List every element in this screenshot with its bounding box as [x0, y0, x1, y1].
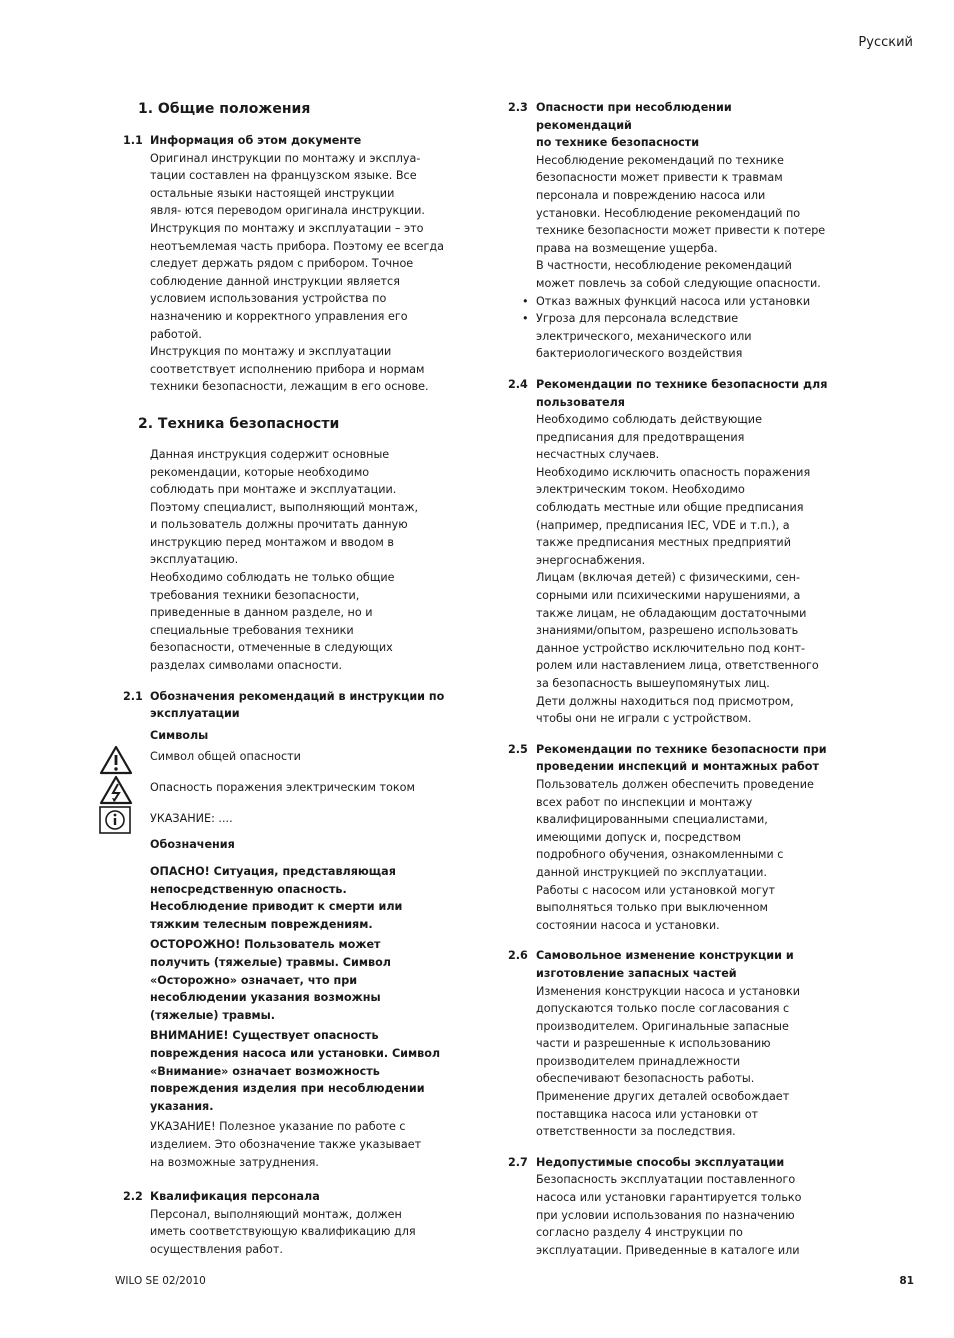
section-1-title: 1. Общие положения: [138, 101, 311, 117]
text-line: (например, предписания IEC, VDE и т.п.), а: [536, 518, 790, 532]
text-line: Применение других деталей освобождает: [536, 1090, 790, 1104]
text-line: Пользователь должен обеспечить проведение: [536, 777, 814, 791]
text-line: специальные требования техники: [150, 623, 354, 637]
text-line: предписания для предотвращения: [536, 430, 745, 444]
text-line: эксплуатации: [150, 707, 240, 721]
text-line: Необходимо соблюдать не только общие: [150, 571, 395, 585]
text-line: тации составлен на французском языке. Все: [150, 169, 417, 183]
page-number: 81: [899, 1275, 914, 1287]
warning-triangle-icon: [99, 745, 133, 777]
text-line: УКАЗАНИЕ! Полезное указание по работе с: [150, 1120, 406, 1134]
text-line: имеющими допуск и, посредством: [536, 830, 742, 844]
note-notice: [150, 1118, 450, 1171]
text-line: явля- ются переводом оригинала инструкции.: [150, 204, 425, 218]
text-line: Обозначения рекомендаций в инструкции по: [150, 689, 445, 703]
text-line: соответствует исполнению прибора и нормам: [150, 362, 425, 376]
text-line: соблюдение данной инструкции является: [150, 274, 400, 288]
text-line: повреждения изделия при несоблюдении: [150, 1082, 425, 1096]
text-line: Работы с насосом или установкой могут: [536, 883, 775, 897]
text-line: изделием. Это обозначение также указывает: [150, 1137, 422, 1151]
text-line: Безопасность эксплуатации поставленного: [536, 1173, 796, 1187]
text-line: «Внимание» означает возможность: [150, 1064, 380, 1078]
symbol-label: Символ общей опасности: [150, 750, 301, 764]
text-line: может повлечь за собой следующие опасности.: [536, 276, 821, 290]
text-line: поставщика насоса или установки от: [536, 1107, 759, 1121]
section-body: [536, 1171, 831, 1259]
section-heading: Квалификация персонала: [150, 1190, 320, 1204]
text-line: непосредственную опасность.: [150, 882, 347, 896]
text-line: соблюдать при монтаже и эксплуатации.: [150, 483, 397, 497]
text-line: Опасности при несоблюдении рекомендаций: [536, 101, 732, 132]
text-line: Данная инструкция содержит основные: [150, 447, 390, 461]
section-heading: [150, 688, 450, 723]
text-line: персонала и повреждению насоса или: [536, 188, 766, 202]
section-body: [536, 411, 831, 728]
section-2-4: [481, 376, 831, 728]
text-line: несчастных случаев.: [536, 448, 660, 462]
text-line: рекомендации, которые необходимо: [150, 465, 370, 479]
section-heading: [536, 376, 831, 411]
text-line: состоянии насоса и установки.: [536, 918, 720, 932]
section-2-intro: [95, 446, 450, 675]
symbols-heading: Символы: [150, 728, 209, 742]
info-icon: [99, 806, 133, 838]
text-line: Необходимо соблюдать действующие: [536, 413, 762, 427]
text-line: Несоблюдение рекомендаций по технике: [536, 153, 784, 167]
section-heading: [536, 99, 831, 152]
text-line: эксплуатацию.: [150, 553, 239, 567]
text-line: чтобы они не играли с устройством.: [536, 712, 752, 726]
section-2-1: [95, 688, 450, 745]
text-line: изготовление запасных частей: [536, 966, 737, 980]
text-line: указания.: [150, 1099, 214, 1113]
text-line: повреждения насоса или установки. Символ: [150, 1046, 441, 1060]
text-line: иметь соответствующую квалификацию для: [150, 1225, 416, 1239]
text-line: электрического, механического или: [536, 329, 752, 343]
text-line: безопасности, отмеченные в следующих: [150, 641, 393, 655]
bullet-item: • Отказ важных функций насоса или установки: [536, 293, 831, 311]
section-heading: [536, 741, 831, 776]
text-line: энергоснабжения.: [536, 553, 646, 567]
text-line: Необходимо исключить опасность поражения: [536, 465, 811, 479]
text-line: согласно разделу 4 инструкции по: [536, 1226, 743, 1240]
text-line: также лицам, не обладающим достаточными: [536, 606, 807, 620]
section-2-7: [481, 1154, 831, 1260]
danger-notice: [150, 863, 450, 933]
symbol-electric: [95, 779, 450, 810]
text-line: также предписания местных предприятий: [536, 536, 791, 550]
text-line: права на возмещение ущерба.: [536, 241, 718, 255]
section-2-title: 2. Техника безопасности: [138, 415, 340, 432]
footer-publisher: WILO SE 02/2010: [115, 1275, 206, 1287]
text-line: сорными или психическими нарушениями, а: [536, 589, 801, 603]
attention-notice: [150, 1027, 450, 1115]
section-heading: Информация об этом документе: [150, 134, 362, 147]
text-line: выполняться только при выключенном: [536, 901, 768, 915]
text-line: получить (тяжелые) травмы. Символ: [150, 955, 391, 969]
text-line: и пользователь должны прочитать данную: [150, 518, 408, 532]
section-number: 2.7: [508, 1155, 528, 1169]
text-line: ВНИМАНИЕ! Существует опасность: [150, 1029, 379, 1043]
text-line: проведении инспекций и монтажных работ: [536, 760, 819, 774]
section-heading: [536, 947, 831, 982]
text-line: Дети должны находиться под присмотром,: [536, 694, 794, 708]
section-body: [150, 446, 450, 675]
text-line: допускаются только после согласования с: [536, 1002, 790, 1016]
text-line: Отказ важных функций насоса или установки: [536, 294, 811, 308]
text-line: Угроза для персонала вследствие: [536, 312, 739, 326]
text-line: производителем принадлежности: [536, 1054, 741, 1068]
text-line: подробного обучения, ознакомленными с: [536, 848, 784, 862]
section-body: [536, 776, 831, 934]
text-line: условием использования устройства по: [150, 292, 387, 306]
text-line: Изменения конструкции насоса и установки: [536, 984, 800, 998]
text-line: «Осторожно» означает, что при: [150, 973, 358, 987]
text-line: Самовольное изменение конструкции и: [536, 949, 794, 963]
text-line: тяжким телесным повреждениям.: [150, 917, 373, 931]
text-line: следует держать рядом с прибором. Точное: [150, 257, 414, 271]
section-2-3: [481, 99, 831, 363]
text-line: пользователя: [536, 395, 625, 409]
text-line: разделах символами опасности.: [150, 659, 343, 673]
text-line: обеспечивают безопасность работы.: [536, 1072, 755, 1086]
electric-hazard-icon: [99, 775, 133, 807]
text-line: безопасности может привести к травмам: [536, 171, 783, 185]
text-line: инструкцию перед монтажом и вводом в: [150, 535, 394, 549]
symbol-general-danger: [95, 748, 450, 779]
section-heading: Недопустимые способы эксплуатации: [536, 1155, 785, 1169]
text-line: технике безопасности может привести к потере: [536, 224, 826, 238]
notations-block: [95, 836, 450, 1171]
text-line: всех работ по инспекции и монтажу: [536, 795, 753, 809]
text-line: электрическим током. Необходимо: [536, 483, 745, 497]
section-body: [536, 983, 831, 1141]
text-line: Персонал, выполняющий монтаж, должен: [150, 1207, 402, 1221]
text-line: данное устройство исключительно под конт-: [536, 641, 806, 655]
text-line: требования техники безопасности,: [150, 588, 360, 602]
section-number: 2.3: [508, 101, 528, 114]
section-number: 1.1: [123, 134, 143, 147]
left-column: [95, 99, 450, 1258]
bullet-item: • Угроза для персонала вследствие электрического, механического или бактериологического воздействия: [536, 310, 831, 363]
text-line: квалифицированными специалистами,: [536, 813, 768, 827]
text-line: эксплуатации. Приведенные в каталоге или: [536, 1243, 800, 1257]
text-line: насоса или установки гарантируется только: [536, 1191, 802, 1205]
text-line: за безопасность вышеупомянутых лиц.: [536, 677, 770, 690]
text-line: Рекомендации по технике безопасности для: [536, 377, 828, 391]
caution-notice: [150, 936, 450, 1024]
text-line: ролем или наставлением лица, ответственного: [536, 659, 819, 673]
text-line: бактериологического воздействия: [536, 347, 743, 361]
text-line: несоблюдении указания возможны: [150, 991, 381, 1005]
section-number: 2.6: [508, 949, 528, 963]
section-number: 2.5: [508, 742, 528, 756]
notations-heading: Обозначения: [150, 838, 235, 852]
text-line: части и разрешенные к использованию: [536, 1037, 771, 1051]
text-line: (тяжелые) травмы.: [150, 1008, 276, 1022]
section-body: [536, 152, 831, 293]
text-line: ответственности за последствия.: [536, 1125, 736, 1139]
text-line: ОПАСНО! Ситуация, представляющая: [150, 865, 396, 878]
section-number: 2.2: [123, 1190, 143, 1204]
text-line: Оригинал инструкции по монтажу и эксплуа-: [150, 151, 421, 165]
text-line: приведенные в данном разделе, но и: [150, 606, 373, 620]
section-number: 2.4: [508, 377, 528, 391]
symbol-info: [95, 810, 450, 836]
text-line: данной инструкцией по эксплуатации.: [536, 865, 768, 879]
text-line: знаниями/опытом, разрешено использовать: [536, 624, 799, 638]
text-line: производителем. Оригинальные запасные: [536, 1019, 789, 1033]
text-line: соблюдать местные или общие предписания: [536, 501, 804, 515]
section-number: 2.1: [123, 689, 143, 703]
section-body: [150, 150, 450, 396]
section-1-1: [95, 132, 450, 396]
text-line: при условии использования по назначению: [536, 1208, 795, 1222]
text-line: установки. Несоблюдение рекомендаций по: [536, 206, 801, 220]
text-line: Поэтому специалист, выполняющий монтаж,: [150, 500, 419, 514]
text-line: В частности, несоблюдение рекомендаций: [536, 259, 792, 273]
section-body: [150, 1206, 450, 1259]
text-line: Инструкция по монтажу и эксплуатации – это: [150, 221, 424, 235]
text-line: осуществления работ.: [150, 1242, 283, 1256]
text-line: техники безопасности, лежащим в его основе.: [150, 380, 429, 394]
right-column: [481, 99, 831, 1259]
text-line: остальные языки настоящей инструкции: [150, 186, 395, 200]
section-2-2: [95, 1188, 450, 1258]
symbol-label: Опасность поражения электрическим током: [150, 781, 415, 795]
text-line: Рекомендации по технике безопасности при: [536, 742, 827, 756]
text-line: Лицам (включая детей) с физическими, сен-: [536, 571, 801, 585]
symbol-label: УКАЗАНИЕ: ....: [150, 812, 233, 826]
text-line: неотъемлемая часть прибора. Поэтому ее всегда: [150, 239, 444, 253]
text-line: назначению и корректного управления его работой.: [150, 309, 408, 341]
text-line: по технике безопасности: [536, 136, 700, 150]
text-line: на возможные затруднения.: [150, 1155, 319, 1169]
section-2-6: [481, 947, 831, 1141]
section-2-5: [481, 741, 831, 935]
language-label: Русский: [858, 35, 913, 50]
text-line: Инструкция по монтажу и эксплуатации: [150, 345, 392, 359]
text-line: Несоблюдение приводит к смерти или: [150, 900, 403, 914]
text-line: ОСТОРОЖНО! Пользователь может: [150, 938, 381, 952]
